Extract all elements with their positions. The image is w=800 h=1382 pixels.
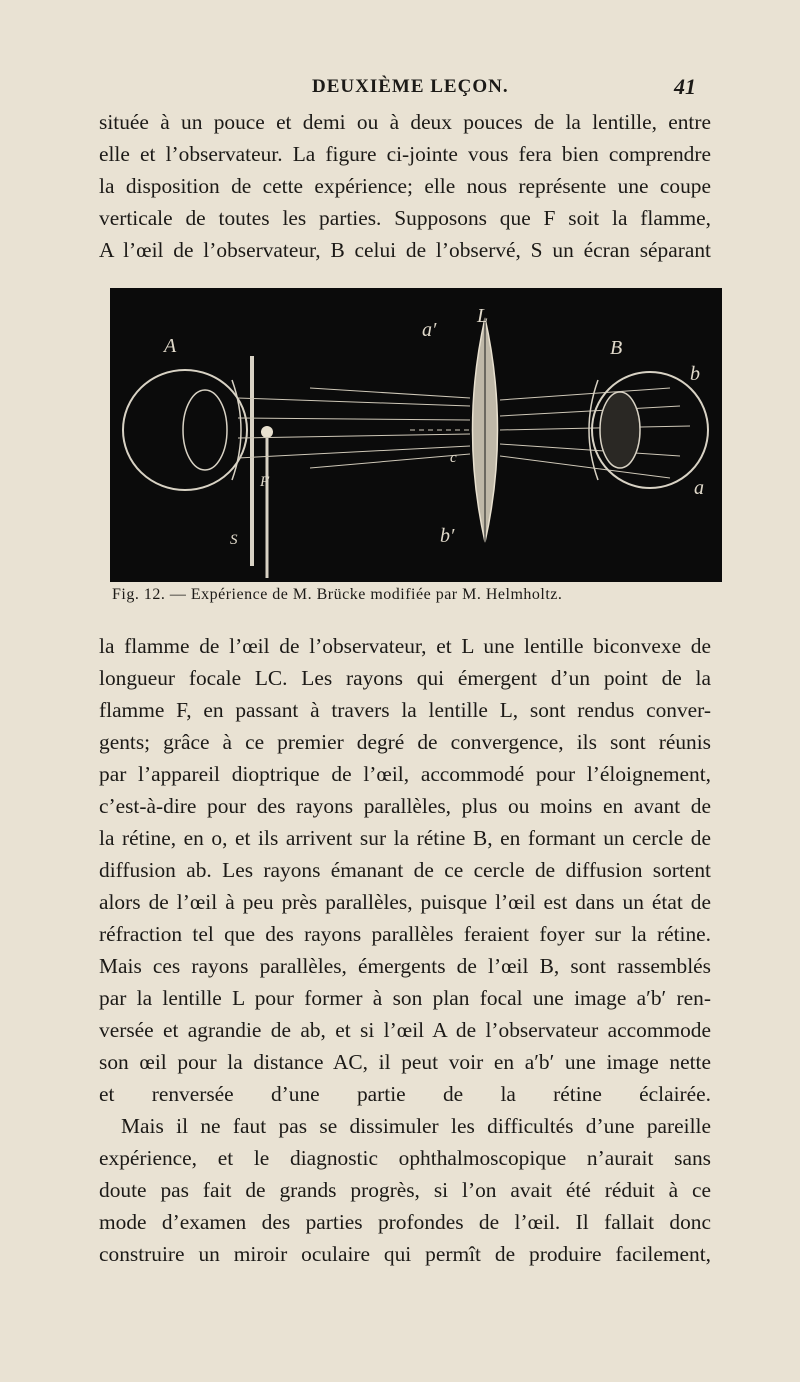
text-line: Mais ces rayons parallèles, émergents de l’œil B, sont rassemblés [99, 954, 711, 978]
text-line: doute pas fait de grands progrès, si l’on avait été réduit à ce [99, 1178, 711, 1202]
text-line: flamme F, en passant à travers la lentille L, sont rendus conver- [99, 698, 711, 722]
figure-caption: Fig. 12. — Expérience de M. Brücke modifiée par M. Helmholtz. [112, 586, 563, 603]
label-a-prime: a′ [422, 319, 437, 341]
eye-b-cornea [589, 380, 598, 480]
paragraph-intro [99, 106, 711, 266]
text-line: elle et l’observateur. La figure ci-jointe vous fera bien comprendre [99, 142, 711, 166]
text-line: par l’appareil dioptrique de l’œil, accommodé pour l’éloignement, [99, 762, 711, 786]
text-line: Mais il ne faut pas se dissimuler les difficultés d’une pareille [121, 1114, 711, 1138]
eye-a-lens [183, 390, 227, 470]
page-header [0, 76, 800, 106]
label-l: L [477, 305, 489, 327]
text-line: alors de l’œil à peu près parallèles, puisque l’œil est dans un état de [99, 890, 711, 914]
text-line: par la lentille L pour former à son plan focal une image a′b′ ren- [99, 986, 711, 1010]
paragraph-body [99, 630, 711, 1270]
text-line: la rétine, en o, et ils arrivent sur la rétine B, en formant un cercle de [99, 826, 711, 850]
text-line: la flamme de l’œil de l’observateur, et L une lentille biconvexe de [99, 634, 711, 658]
label-b-prime: b′ [440, 525, 455, 547]
label-f: F [260, 474, 270, 490]
text-line: versée et agrandie de ab, et si l’œil A de l’observateur accommode [99, 1018, 711, 1042]
text-line: gents; grâce à ce premier degré de convergence, ils sont réunis [99, 730, 711, 754]
text-line: diffusion ab. Les rayons émanant de ce cercle de diffusion sortent [99, 858, 711, 882]
eye-a-outline [123, 370, 247, 490]
running-head: DEUXIÈME LEÇON. [312, 76, 509, 97]
text-line: et renversée d’une partie de la rétine éclairée. [99, 1082, 711, 1106]
text-line: mode d’examen des parties profondes de l’œil. Il fallait donc [99, 1210, 711, 1234]
text-line: la disposition de cette expérience; elle nous représente une coupe [99, 174, 711, 198]
text-line: réfraction tel que des rayons parallèles feraient foyer sur la rétine. [99, 922, 711, 946]
text-line: son œil pour la distance AC, il peut voir en a′b′ une image nette [99, 1050, 711, 1074]
flame-f [261, 426, 273, 438]
text-line: située à un pouce et demi ou à deux pouces de la lentille, entre [99, 110, 711, 134]
text-line: verticale de toutes les parties. Supposons que F soit la flamme, [99, 206, 711, 230]
text-line: longueur focale LC. Les rayons qui émergent d’un point de la [99, 666, 711, 690]
text-line: expérience, et le diagnostic ophthalmoscopique n’aurait sans [99, 1146, 711, 1170]
eye-a-cornea [232, 380, 241, 480]
label-b-eye: B [610, 337, 623, 359]
optics-diagram [110, 288, 722, 582]
label-a-eye: A [164, 335, 177, 357]
text-line: A l’œil de l’observateur, B celui de l’observé, S un écran séparant [99, 238, 711, 262]
text-line: construire un miroir oculaire qui permît de produire facilement, [99, 1242, 711, 1266]
eye-b-lens [600, 392, 640, 468]
text-line: c’est-à-dire pour des rayons parallèles, plus ou moins en avant de [99, 794, 711, 818]
label-a: a [694, 477, 704, 499]
screen-s [250, 356, 254, 566]
label-c: c [450, 450, 457, 466]
figure-12-diagram [110, 288, 722, 582]
page-number: 41 [674, 74, 696, 99]
label-b: b [690, 363, 700, 385]
label-s: S [230, 532, 238, 548]
